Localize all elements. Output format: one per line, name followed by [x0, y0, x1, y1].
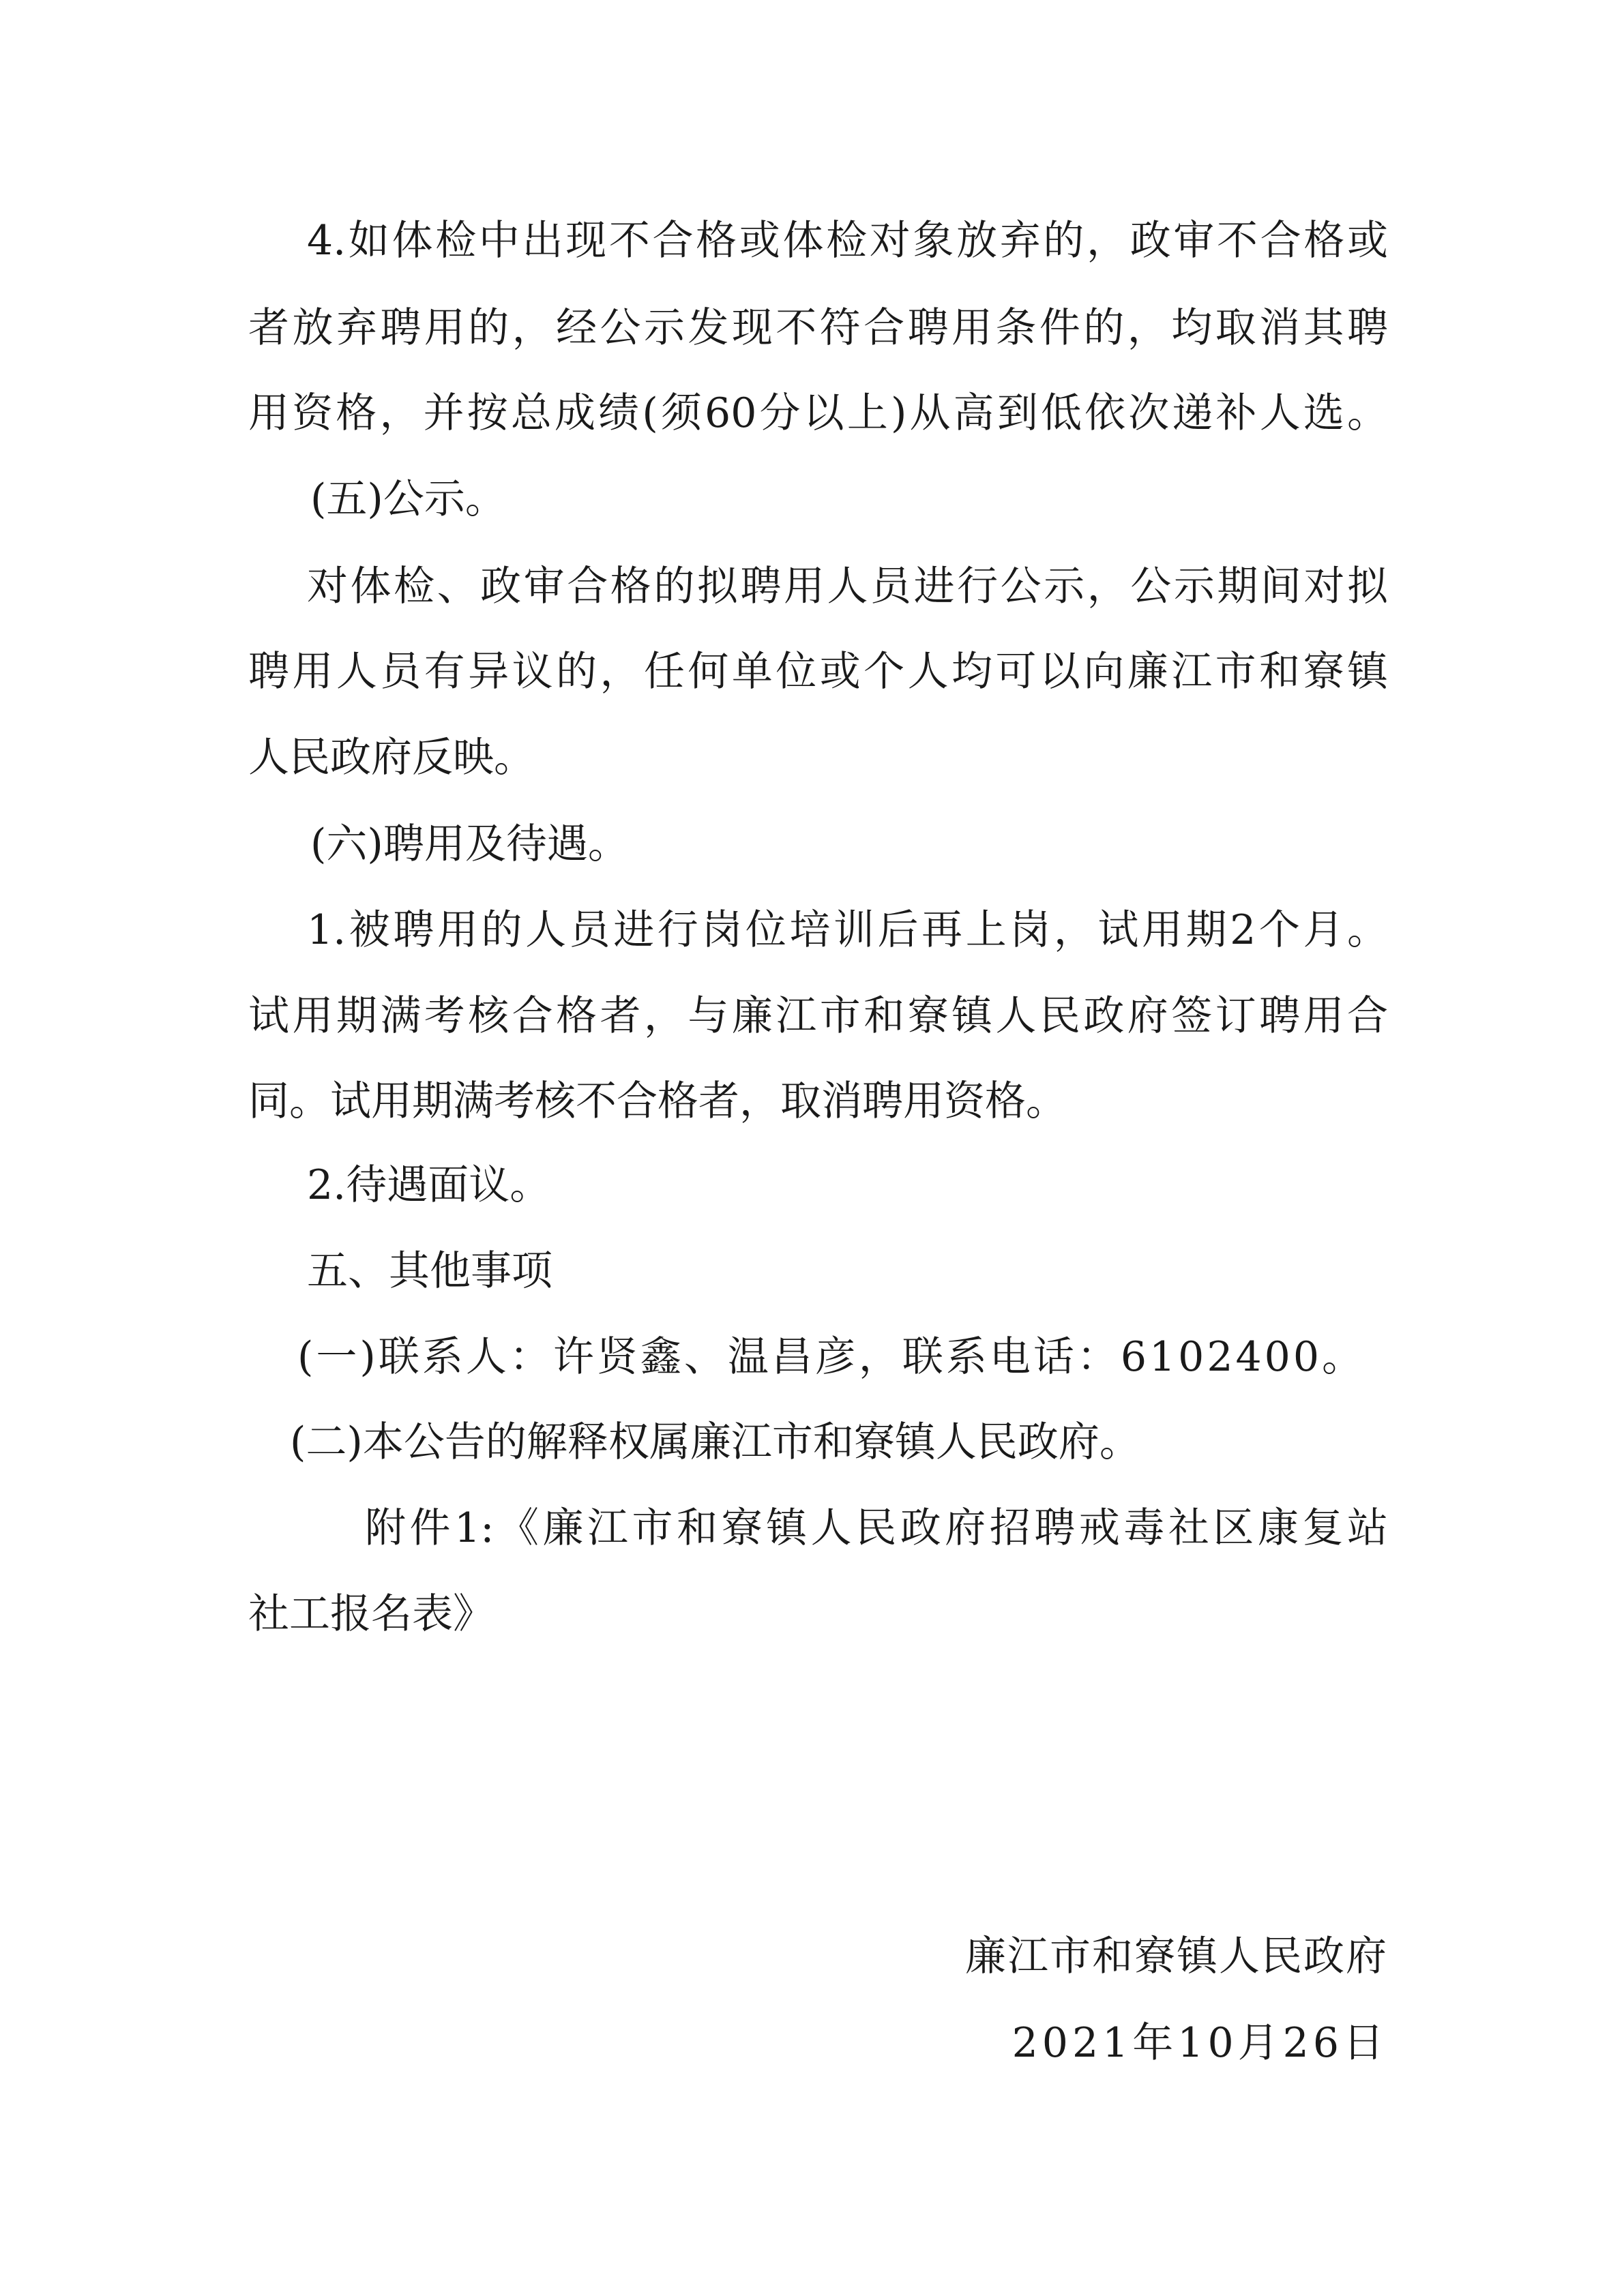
paragraph-line: (二)本公告的解释权属廉江市和寮镇人民政府。: [290, 1418, 1140, 1466]
signature-date: 2021年10月26日: [1012, 2019, 1388, 2067]
paragraph-line: 4.如体检中出现不合格或体检对象放弃的，政审不合格或: [307, 217, 1388, 265]
paragraph-line: 者放弃聘用的，经公示发现不符合聘用条件的，均取消其聘: [248, 304, 1388, 352]
section-heading: 五、其他事项: [307, 1247, 552, 1295]
section-heading: (五)公示。: [310, 475, 506, 523]
paragraph-line: 人民政府反映。: [248, 734, 535, 781]
attachment-line: 社工报名表》: [248, 1590, 494, 1638]
paragraph-line: 2.待遇面议。: [307, 1161, 551, 1209]
paragraph-line: 对体检、政审合格的拟聘用人员进行公示，公示期间对拟: [307, 563, 1388, 610]
paragraph-line: 试用期满考核合格者，与廉江市和寮镇人民政府签订聘用合: [248, 992, 1388, 1040]
paragraph-line: 用资格，并按总成绩(须60分以上)从高到低依次递补人选。: [248, 389, 1388, 437]
section-heading: (六)聘用及待遇。: [310, 820, 629, 868]
paragraph-line: 同。试用期满考核不合格者，取消聘用资格。: [248, 1077, 1067, 1125]
signature-organization: 廉江市和寮镇人民政府: [965, 1933, 1388, 1980]
contact-line: (一)联系人：许贤鑫、温昌彦，联系电话：6102400。: [297, 1333, 1366, 1381]
attachment-line: 附件1:《廉江市和寮镇人民政府招聘戒毒社区康复站: [365, 1504, 1388, 1552]
paragraph-line: 1.被聘用的人员进行岗位培训后再上岗，试用期2个月。: [307, 906, 1388, 954]
paragraph-line: 聘用人员有异议的，任何单位或个人均可以向廉江市和寮镇: [248, 648, 1388, 696]
